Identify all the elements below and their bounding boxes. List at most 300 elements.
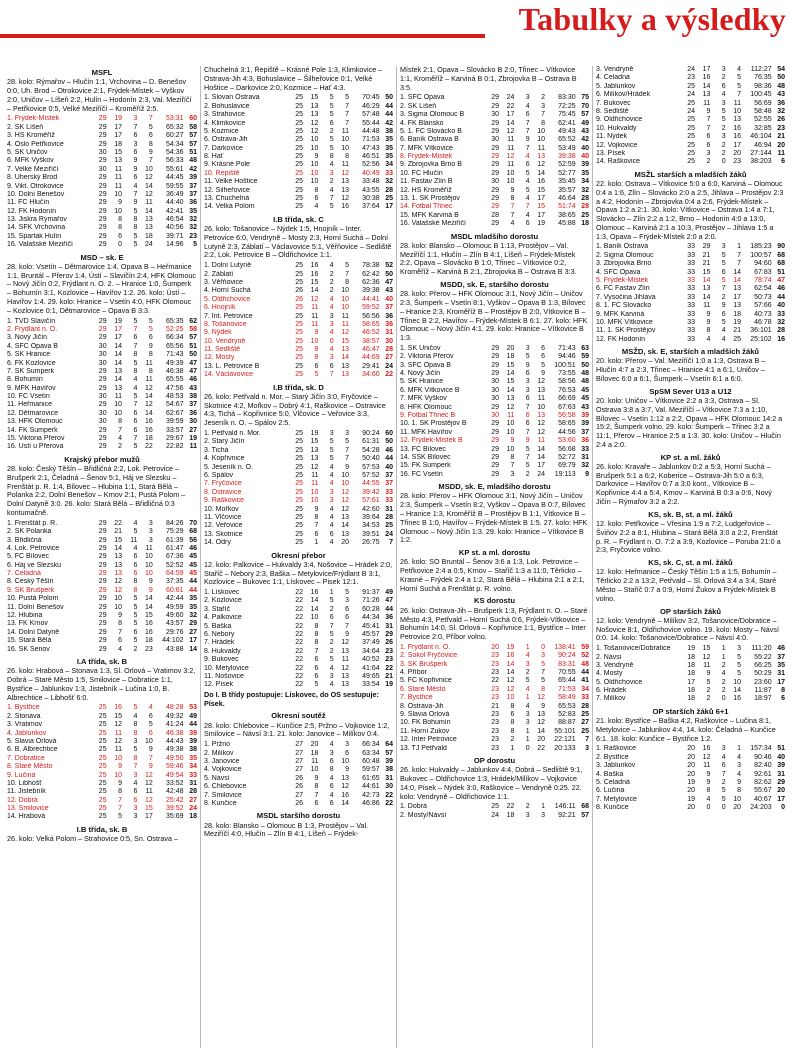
stat-cell: 15 bbox=[114, 712, 122, 720]
stat-cell: 26 bbox=[295, 783, 304, 791]
stat-cell: 11 bbox=[703, 661, 711, 669]
table-row bbox=[204, 178, 393, 186]
stat-cell: 23 bbox=[491, 660, 500, 668]
stat-cell: 24 bbox=[506, 94, 515, 102]
stat-cell: 6 bbox=[314, 195, 319, 203]
table-row bbox=[7, 587, 197, 595]
team-name: 5. SK Hranice bbox=[400, 378, 444, 386]
stat-cell: 25 bbox=[295, 505, 304, 513]
stat-cell: 4 bbox=[329, 346, 334, 354]
stat-cell: 11 bbox=[703, 762, 711, 770]
stat-cell: 6 bbox=[329, 119, 334, 127]
stat-cell: 9 bbox=[721, 302, 726, 310]
points-cell: 48 bbox=[189, 157, 197, 165]
points-cell: 39 bbox=[189, 174, 197, 182]
score-cell: 138:41 bbox=[554, 643, 576, 651]
table-row bbox=[204, 94, 393, 102]
points-cell: 36 bbox=[189, 199, 197, 207]
stat-cell: 16 bbox=[144, 418, 153, 426]
stat-cell: 5 bbox=[133, 393, 138, 401]
score-cell: 67:83 bbox=[754, 268, 772, 276]
points-cell: 51 bbox=[189, 342, 197, 350]
table-row bbox=[204, 766, 393, 774]
stat-cell: 2 bbox=[525, 669, 530, 677]
score-cell: 49:59 bbox=[166, 603, 184, 611]
score-cell: 92:21 bbox=[558, 811, 576, 819]
score-cell: 49:50 bbox=[166, 754, 184, 762]
stat-cell: 33 bbox=[687, 243, 696, 251]
stat-cell: 23 bbox=[491, 710, 500, 718]
stat-cell: 7 bbox=[118, 796, 122, 804]
score-cell: 55:101 bbox=[554, 727, 576, 735]
points-cell: 32 bbox=[581, 462, 589, 470]
team-name: 7. Bukovec bbox=[596, 99, 631, 107]
team-name: 10. Metylovice bbox=[204, 664, 249, 672]
table-row bbox=[204, 758, 393, 766]
stat-cell: 16 bbox=[144, 620, 153, 628]
score-cell: 82:40 bbox=[754, 762, 772, 770]
stat-cell: 6 bbox=[525, 220, 530, 228]
score-cell: 63:34 bbox=[362, 749, 380, 757]
team-name: 4. Baška bbox=[596, 770, 624, 778]
stat-cell: 10 bbox=[506, 428, 515, 436]
round-results: 26. kolo: Kravaře – Jablunkov 0:2 a 5:3, Horní Suchá – Brušperk 5:1 a 6:2, Koberice – Ostrava-Jih 5:0 a 6:3, Darkovice – Havířov 0:7 a 3:0 kont., Vítkovice B – Kopřivnice 4:4 a 5:4, Krnov – Karviná B 0:3 a 0:6, Nový Jičín – Rýmařov 3:2 a 2:2. bbox=[596, 461, 772, 506]
stat-cell: 13 bbox=[341, 673, 350, 680]
team-name: 14. Dolní Datyně bbox=[7, 628, 60, 636]
stat-cell: 4 bbox=[525, 685, 530, 693]
points-cell: 24 bbox=[385, 362, 393, 370]
stat-cell: 18 bbox=[733, 310, 742, 318]
team-name: 1. SFC Opava bbox=[400, 94, 445, 102]
score-cell: 65:35 bbox=[166, 317, 184, 325]
team-name: 6. Milíkov/Hrádek bbox=[596, 91, 651, 99]
competition-section bbox=[400, 232, 589, 277]
competition-section bbox=[204, 551, 393, 709]
points-cell: 68 bbox=[777, 251, 785, 259]
score-cell: 33:52 bbox=[166, 779, 184, 787]
stat-cell: 8 bbox=[541, 685, 546, 693]
team-name: 9. MFK Havířov bbox=[7, 384, 56, 392]
team-name: 11. Velké Hoštice bbox=[204, 178, 258, 186]
stat-cell: 18 bbox=[687, 695, 696, 703]
stat-cell: 14 bbox=[144, 409, 153, 417]
table-row bbox=[7, 562, 197, 570]
stat-cell: 9 bbox=[737, 779, 742, 787]
stat-cell: 4 bbox=[525, 178, 530, 186]
stat-cell: 10 bbox=[537, 136, 546, 144]
team-name: 3. Jablunkov bbox=[596, 762, 636, 770]
stat-cell: 9 bbox=[148, 342, 153, 350]
score-cell: 25:102 bbox=[750, 335, 772, 343]
score-cell: 19:113 bbox=[554, 470, 576, 478]
stat-cell: 4 bbox=[329, 186, 334, 194]
round-results: Místek 2:1, Opava – Slovácko B 2:0, Třinec – Vítkovice 1:1, Kroměříž – Karviná B 0:1, Zbrojovka B – Ostrava B 3:5. bbox=[400, 66, 577, 92]
team-name: 5. Baška bbox=[204, 622, 232, 630]
team-name: 14. Václavovice bbox=[204, 371, 254, 379]
points-cell: 23 bbox=[777, 124, 785, 132]
team-name: 4. Příbor bbox=[400, 669, 427, 677]
stat-cell: 2 bbox=[721, 74, 726, 82]
team-name: 10. Libhošť bbox=[7, 779, 42, 787]
team-name: 1. Tošanovice/Dobratice bbox=[596, 645, 671, 653]
stat-cell: 17 bbox=[733, 141, 742, 149]
stat-cell: 25 bbox=[295, 497, 304, 505]
stat-cell: 16 bbox=[733, 133, 742, 141]
round-results: 21. kolo: Bystřice – Baška 4:2, Raškovice – Lučina 8:1, Metylovice – Jablunkov 4:4, 14. kolo: Čeladná – Kunčice 6:1. 18. kolo: Kunčice – Bystřice 1:2. bbox=[596, 716, 776, 743]
stat-cell: 23 bbox=[491, 685, 500, 693]
stat-cell: 25 bbox=[98, 712, 107, 720]
stat-cell: 12 bbox=[506, 685, 515, 693]
score-cell: 44:45 bbox=[166, 174, 184, 182]
table-row bbox=[7, 704, 197, 712]
stat-cell: 10 bbox=[341, 287, 350, 295]
team-name: 13. Jiskra Rýmařov bbox=[7, 216, 67, 224]
table-row bbox=[204, 631, 393, 639]
stat-cell: 2 bbox=[721, 779, 726, 787]
team-name: 12. Dobrá bbox=[7, 796, 38, 804]
stat-cell: 10 bbox=[341, 757, 350, 765]
points-cell: 41 bbox=[581, 677, 589, 685]
score-cell: 50:40 bbox=[362, 455, 380, 463]
stat-cell: 15 bbox=[310, 94, 319, 102]
points-cell: 21 bbox=[777, 133, 785, 141]
points-cell: 25 bbox=[385, 522, 393, 530]
stat-cell: 14 bbox=[310, 597, 319, 605]
competition-section bbox=[596, 510, 785, 555]
score-cell: 36:49 bbox=[166, 190, 184, 198]
stat-cell: 25 bbox=[295, 262, 304, 270]
table-row bbox=[596, 670, 785, 678]
table-row bbox=[596, 133, 785, 141]
stat-cell: 11 bbox=[537, 437, 546, 445]
stat-cell: 4 bbox=[329, 304, 334, 312]
stat-cell: 25 bbox=[295, 161, 304, 169]
table-row bbox=[596, 662, 785, 670]
points-cell: 25 bbox=[581, 727, 589, 735]
stat-cell: 5 bbox=[329, 203, 334, 211]
stat-cell: 7 bbox=[133, 190, 138, 198]
points-cell: 35 bbox=[385, 136, 393, 144]
stat-cell: 6 bbox=[133, 553, 138, 561]
table-row bbox=[7, 772, 197, 780]
team-name: 10. Hukvaldy bbox=[596, 124, 637, 132]
table-row bbox=[7, 763, 197, 771]
stat-cell: 25 bbox=[98, 729, 107, 737]
table-row bbox=[7, 174, 197, 182]
team-name: 12. HS Kroměříž bbox=[400, 186, 452, 194]
points-cell: 58 bbox=[189, 325, 197, 333]
points-cell: 35 bbox=[189, 754, 197, 762]
stat-cell: 23 bbox=[491, 694, 500, 702]
points-cell: 25 bbox=[581, 710, 589, 718]
stat-cell: 5 bbox=[329, 94, 334, 102]
competition-section bbox=[204, 215, 393, 380]
points-cell: 40 bbox=[777, 753, 785, 761]
stat-cell: 5 bbox=[133, 241, 138, 249]
table-row bbox=[400, 711, 589, 719]
stat-cell: 8 bbox=[329, 153, 334, 161]
stat-cell: 3 bbox=[510, 470, 515, 478]
stat-cell: 25 bbox=[295, 186, 304, 194]
table-row bbox=[400, 462, 589, 470]
table-row bbox=[7, 721, 197, 729]
stat-cell: 29 bbox=[98, 570, 107, 578]
table-row bbox=[204, 136, 393, 144]
team-name: 6. B. Albrechtice bbox=[7, 746, 58, 754]
stat-cell: 3 bbox=[525, 719, 530, 727]
stat-cell: 5 bbox=[525, 445, 530, 453]
stat-cell: 5 bbox=[721, 260, 726, 268]
team-name: 5. Oldřichovice bbox=[204, 295, 251, 303]
stat-cell: 29 bbox=[98, 645, 107, 653]
stat-cell: 25 bbox=[295, 346, 304, 354]
stat-cell: 11 bbox=[311, 480, 319, 488]
table-row bbox=[204, 304, 393, 312]
table-row bbox=[204, 472, 393, 480]
round-results: 28. kolo: Přerov – HFK Olomouc 3:1, Nový Jičín – Uničov 2:3, Šumperk – Vsetín 8:1, Vyškov – Opava B 1:3, Bílovec – Hranice 2:3, Kroměříž B – Prostějov B 2:0, Vítkovice B – Třinec B 2:2, Havířov – Frýdek-Místek B 6:1. 27. kolo: HFK Olomouc – Nový Jičín 4:1. 29. kolo: Hranice – Vítkovice B 1:3. bbox=[400, 289, 588, 343]
competition-title: SpSM Sever U13 a U12 bbox=[649, 386, 732, 396]
stat-cell: 10 bbox=[114, 754, 122, 762]
stat-cell: 4 bbox=[133, 384, 138, 392]
points-cell: 63 bbox=[581, 344, 589, 352]
table-row bbox=[204, 648, 393, 656]
team-name: 1. Raškovice bbox=[596, 745, 637, 753]
stat-cell: 12 bbox=[341, 488, 350, 496]
points-cell: 35 bbox=[385, 153, 393, 161]
team-name: 8. HFK Olomouc bbox=[400, 403, 452, 411]
score-cell: 46:52 bbox=[362, 329, 380, 337]
stat-cell: 4 bbox=[721, 91, 726, 99]
stat-cell: 19 bbox=[687, 779, 696, 787]
stat-cell: 25 bbox=[98, 805, 107, 813]
stat-cell: 5 bbox=[329, 455, 334, 463]
stat-cell: 4 bbox=[721, 670, 726, 678]
stat-cell: 10 bbox=[733, 107, 742, 115]
stat-cell: 4 bbox=[133, 779, 138, 787]
points-cell: 8 bbox=[781, 687, 785, 695]
stat-cell: 6 bbox=[148, 729, 153, 737]
points-cell: 60 bbox=[189, 115, 197, 123]
points-cell: 51 bbox=[777, 745, 785, 753]
stat-cell: 11 bbox=[341, 161, 350, 169]
round-results: 26. kolo: Hrabová – Stonava 1:3, Sl. Orlová – Vratimov 3:2, Dobrá – Staré Město 1:5, Smilovice – Dobratice 1:1, Bystřice – Jablunkov 1:3, Jistebník – Lučina 1:0, B. Albrechtice – Libhošť 6:0. bbox=[7, 666, 196, 702]
score-cell: 94:60 bbox=[754, 260, 772, 268]
table-row bbox=[7, 637, 197, 645]
team-name: 2. Mosty/Návsí bbox=[400, 811, 447, 819]
points-cell: 27 bbox=[581, 719, 589, 727]
team-name: 2. SK Líšeň bbox=[400, 102, 437, 110]
score-cell: 55:22 bbox=[754, 653, 772, 661]
stat-cell: 11 bbox=[311, 304, 319, 312]
stat-cell: 25 bbox=[687, 149, 696, 157]
points-cell: 39 bbox=[777, 762, 785, 770]
stat-cell: 14 bbox=[144, 595, 153, 603]
table-row bbox=[204, 539, 393, 547]
points-cell: 33 bbox=[385, 497, 393, 505]
stat-cell: 4 bbox=[525, 702, 530, 710]
stat-cell: 10 bbox=[341, 295, 350, 303]
points-cell: 36 bbox=[581, 437, 589, 445]
stat-cell: 4 bbox=[706, 795, 711, 803]
stat-cell: 4 bbox=[737, 66, 742, 73]
stat-cell: 6 bbox=[721, 82, 726, 90]
stat-cell: 5 bbox=[118, 813, 122, 821]
competition-title: MSDD, sk. E, staršího dorostu bbox=[440, 279, 549, 289]
stat-cell: 30 bbox=[491, 412, 500, 420]
stat-cell: 12 bbox=[310, 127, 319, 135]
stat-cell: 29 bbox=[98, 123, 107, 131]
stat-cell: 29 bbox=[98, 334, 107, 342]
round-results: 26. kolo: Ostrava-Jih – Brušperk 1:3, Frýdlant n. O. – Staré Město 4:3, Petřvald – Horní Suchá 0:6, Frýdek-Vítkovice – Bohumín 14:0, Sl. Orlová – Kopřivnice 1:1, Bystřice – Inter Petrovice 2:0, Příbor volno. bbox=[400, 605, 588, 642]
team-name: 4. SFC Opava B bbox=[7, 342, 58, 350]
stat-cell: 25 bbox=[687, 133, 696, 141]
stat-cell: 20 bbox=[506, 344, 515, 352]
stat-cell: 3 bbox=[148, 528, 153, 536]
stat-cell: 7 bbox=[525, 203, 530, 211]
team-name: 1. Bystřice bbox=[7, 704, 40, 712]
score-cell: 36:101 bbox=[750, 327, 772, 335]
table-row bbox=[7, 115, 197, 123]
points-cell: 45 bbox=[581, 386, 589, 394]
score-cell: 71:53 bbox=[558, 685, 576, 693]
score-cell: 59:46 bbox=[166, 763, 184, 771]
stat-cell: 4 bbox=[329, 329, 334, 337]
points-cell: 45 bbox=[189, 553, 197, 561]
round-results: 28. kolo: Blansko – Olomouc B 1:13, Prostějov – Val. Meziříčí 1:1, Hlučín – Zlín B 4:1, Líšeň – Frýdek-Místek 2:2, Opava – Slovácko B 1:0, Třinec – Vítkovice 0:2, Kroměříž – Karviná B 2:1, Zbrojovka B – Ostrava B 3:3. bbox=[400, 240, 577, 277]
team-name: 9. Raškovice bbox=[204, 497, 245, 505]
score-cell: 22:121 bbox=[554, 736, 576, 744]
table-row bbox=[204, 262, 393, 270]
stat-cell: 29 bbox=[491, 102, 500, 110]
table-row bbox=[7, 183, 197, 191]
score-cell: 41:64 bbox=[362, 664, 380, 672]
stat-cell: 29 bbox=[98, 426, 107, 434]
score-cell: 54:28 bbox=[362, 446, 380, 454]
points-cell: 7 bbox=[389, 539, 393, 547]
stat-cell: 3 bbox=[706, 149, 711, 157]
score-cell: 52:52 bbox=[166, 561, 184, 569]
points-cell: 45 bbox=[189, 561, 197, 569]
team-name: 3. Vendryně bbox=[596, 66, 634, 73]
table-row bbox=[596, 269, 785, 277]
table-row bbox=[7, 443, 197, 451]
stat-cell: 9 bbox=[525, 437, 530, 445]
stat-cell: 3 bbox=[721, 745, 726, 753]
stat-cell: 27 bbox=[295, 749, 304, 757]
stat-cell: 8 bbox=[345, 153, 350, 161]
points-cell: 44 bbox=[581, 669, 589, 677]
stat-cell: 1 bbox=[525, 727, 530, 735]
stat-cell: 6 bbox=[706, 141, 711, 149]
stat-cell: 3 bbox=[133, 771, 138, 779]
table-row bbox=[7, 376, 197, 384]
table-row bbox=[596, 91, 785, 99]
team-name: 10. Pustá Polom bbox=[7, 595, 59, 603]
competition-title: Okresní soutěž bbox=[271, 711, 326, 721]
points-cell: 39 bbox=[581, 412, 589, 420]
stat-cell: 10 bbox=[114, 409, 122, 417]
points-cell: 58 bbox=[189, 123, 197, 131]
stat-cell: 14 bbox=[733, 276, 742, 284]
score-cell: 35:69 bbox=[166, 813, 184, 821]
score-cell: 29:41 bbox=[362, 362, 380, 370]
stat-cell: 9 bbox=[314, 329, 319, 337]
stat-cell: 6 bbox=[148, 132, 153, 140]
stat-cell: 7 bbox=[541, 111, 546, 119]
stat-cell: 5 bbox=[329, 136, 334, 144]
score-cell: 58:56 bbox=[558, 378, 576, 386]
stat-cell: 25 bbox=[295, 480, 304, 488]
stat-cell: 2 bbox=[329, 287, 334, 295]
stat-cell: 5 bbox=[721, 107, 726, 115]
stat-cell: 9 bbox=[148, 148, 153, 156]
stat-cell: 25 bbox=[98, 779, 107, 787]
table-row bbox=[7, 343, 197, 351]
stat-cell: 22 bbox=[295, 622, 304, 630]
stat-cell: 7 bbox=[737, 260, 742, 268]
table-row bbox=[7, 351, 197, 359]
stat-cell: 4 bbox=[329, 295, 334, 303]
stat-cell: 9 bbox=[525, 361, 530, 369]
points-cell: 28 bbox=[385, 186, 393, 194]
stat-cell: 15 bbox=[702, 645, 711, 653]
stat-cell: 7 bbox=[721, 770, 726, 778]
stat-cell: 3 bbox=[133, 813, 138, 821]
points-cell: 30 bbox=[189, 418, 197, 426]
stat-cell: 2 bbox=[329, 127, 334, 135]
stat-cell: 6 bbox=[345, 605, 350, 613]
stat-cell: 29 bbox=[491, 119, 500, 127]
stat-cell: 5 bbox=[329, 102, 334, 110]
stat-cell: 10 bbox=[506, 445, 515, 453]
stat-cell: 12 bbox=[144, 190, 153, 198]
points-cell: 32 bbox=[777, 318, 785, 326]
team-name: 14. FK Šumperk bbox=[7, 426, 58, 434]
points-cell: 36 bbox=[385, 312, 393, 320]
points-cell: 35 bbox=[777, 661, 785, 669]
table-row bbox=[204, 506, 393, 514]
stat-cell: 29 bbox=[491, 153, 500, 161]
stat-cell: 6 bbox=[706, 133, 711, 141]
table-row bbox=[204, 741, 393, 749]
points-cell: 32 bbox=[777, 107, 785, 115]
stat-cell: 29 bbox=[98, 637, 107, 645]
score-cell: 44:102 bbox=[162, 637, 184, 645]
stat-cell: 8 bbox=[314, 513, 319, 521]
points-cell: 37 bbox=[189, 401, 197, 409]
team-name: 16. FC Vsetín bbox=[400, 470, 443, 478]
team-name: 2. Frýdlant n. O. bbox=[7, 325, 58, 333]
points-cell: 44 bbox=[777, 293, 785, 301]
points-cell: 6 bbox=[781, 695, 785, 703]
team-name: 1. Pržno bbox=[204, 741, 231, 749]
table-row bbox=[7, 537, 197, 545]
stat-cell: 4 bbox=[721, 335, 726, 343]
score-cell: 49:54 bbox=[166, 771, 184, 779]
points-cell: 51 bbox=[189, 148, 197, 156]
stat-cell: 14 bbox=[341, 522, 350, 530]
team-name: 7. Čeladná bbox=[7, 570, 41, 578]
score-cell: 37:35 bbox=[166, 578, 184, 586]
table-row bbox=[204, 623, 393, 631]
table-row bbox=[7, 241, 197, 249]
stat-cell: 3 bbox=[525, 344, 530, 352]
stat-cell: 4 bbox=[329, 505, 334, 513]
stat-cell: 18 bbox=[114, 140, 122, 148]
table-row bbox=[400, 136, 589, 144]
stat-cell: 4 bbox=[314, 203, 319, 211]
stat-cell: 7 bbox=[314, 791, 319, 799]
